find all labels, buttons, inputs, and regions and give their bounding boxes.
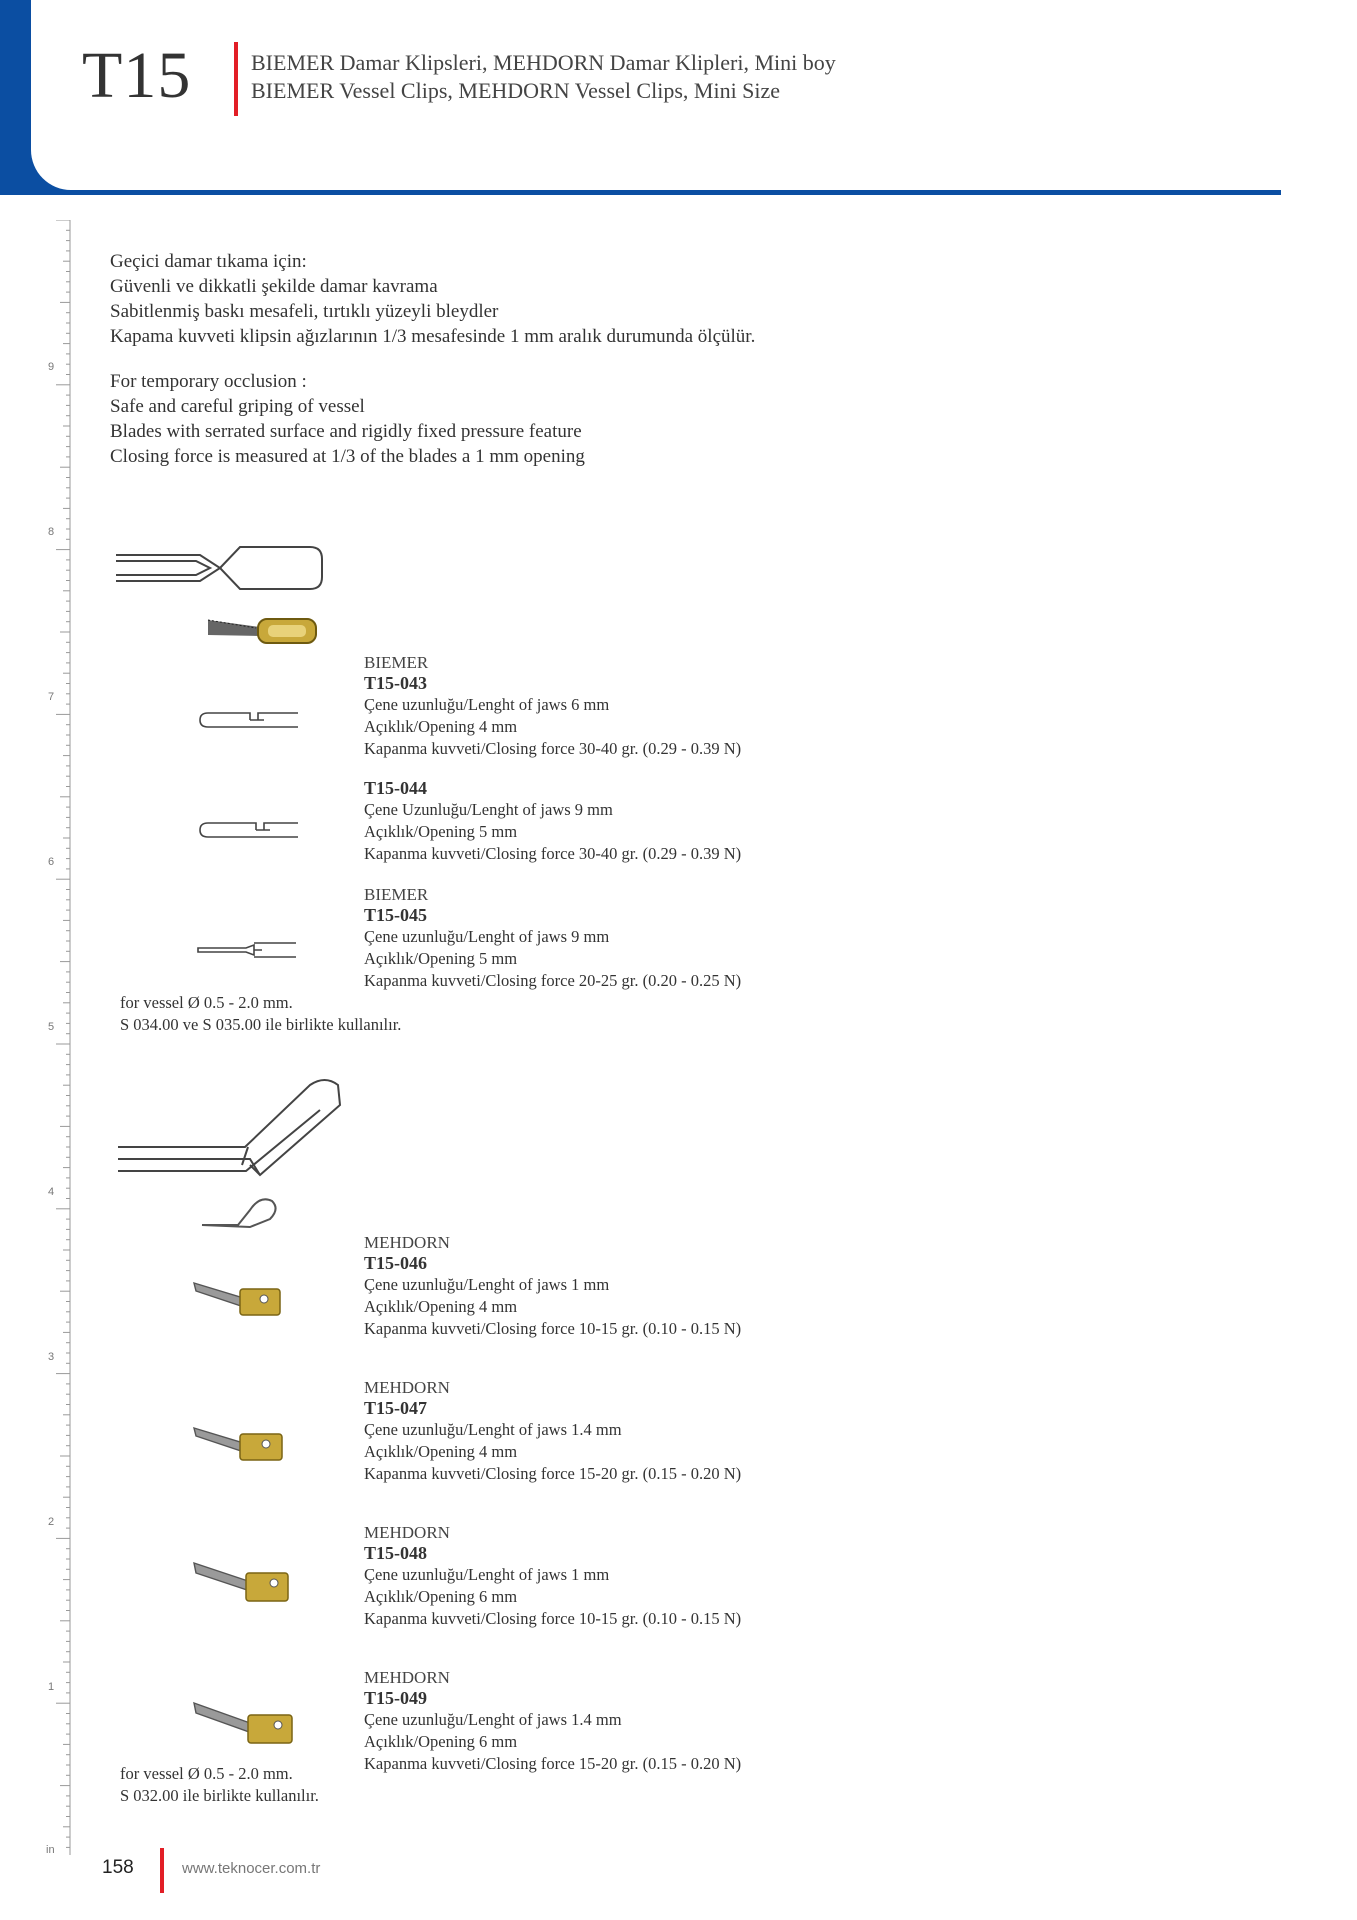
ruler-label: 6	[48, 856, 55, 868]
ruler-label: 7	[48, 691, 55, 703]
clip-t15-049-drawing	[190, 1695, 300, 1750]
page-title-en: BIEMER Vessel Clips, MEHDORN Vessel Clips, Mini Size	[251, 78, 781, 103]
product-code: T15-047	[364, 1398, 427, 1418]
biemer-clip-illustration	[110, 535, 335, 655]
product-t15-047	[364, 1378, 741, 1485]
product-force: Kapanma kuvveti/Closing force 15-20 gr. (0.15 - 0.20 N)	[364, 1754, 742, 1773]
page-number: 158	[102, 1857, 134, 1878]
ruler-label: 3	[48, 1351, 55, 1363]
intro-line: Sabitlenmiş baskı mesafeli, tırtıklı yüzeyli bleydler	[110, 301, 499, 322]
note-line: for vessel Ø 0.5 - 2.0 mm.	[120, 1764, 293, 1783]
ruler-label: 2	[48, 1516, 55, 1528]
intro-tr	[110, 249, 755, 349]
product-code: T15-049	[364, 1688, 427, 1708]
note-line: S 034.00 ve S 035.00 ile birlikte kullanılır.	[120, 1015, 402, 1034]
product-force: Kapanma kuvveti/Closing force 30-40 gr. (0.29 - 0.39 N)	[364, 844, 742, 863]
product-brand: BIEMER	[364, 653, 429, 672]
page-title-tr: BIEMER Damar Klipsleri, MEHDORN Damar Klipleri, Mini boy	[251, 50, 836, 75]
product-jaws: Çene uzunluğu/Lenght of jaws 9 mm	[364, 927, 610, 946]
website-link[interactable]: www.teknocer.com.tr	[182, 1860, 321, 1877]
header-red-separator	[234, 42, 238, 116]
product-brand: MEHDORN	[364, 1378, 450, 1397]
ruler-label: 9	[48, 361, 55, 373]
intro-line: Güvenli ve dikkatli şekilde damar kavrama	[110, 276, 438, 297]
product-brand: MEHDORN	[364, 1233, 450, 1252]
product-opening: Açıklık/Opening 4 mm	[364, 717, 518, 736]
clip-t15-046-drawing	[190, 1275, 290, 1325]
clip-t15-047-drawing	[190, 1420, 290, 1470]
note-line: for vessel Ø 0.5 - 2.0 mm.	[120, 993, 293, 1012]
product-brand: BIEMER	[364, 885, 429, 904]
clip-t15-043-drawing	[198, 705, 303, 735]
product-code: T15-043	[364, 673, 427, 693]
product-code: T15-045	[364, 905, 427, 925]
product-t15-049	[364, 1668, 741, 1775]
header-blue-line	[31, 190, 1281, 195]
product-opening: Açıklık/Opening 6 mm	[364, 1732, 518, 1751]
product-force: Kapanma kuvveti/Closing force 30-40 gr. (0.29 - 0.39 N)	[364, 739, 742, 758]
intro-line: Safe and careful griping of vessel	[110, 396, 365, 417]
mehdorn-clip-illustration	[110, 1075, 350, 1235]
intro-en	[110, 369, 585, 469]
product-t15-046	[364, 1233, 741, 1340]
intro-line: Kapama kuvveti klipsin ağızlarının 1/3 mesafesinde 1 mm aralık durumunda ölçülür.	[110, 326, 756, 347]
intro-line: Closing force is measured at 1/3 of the blades a 1 mm opening	[110, 446, 585, 467]
ruler-label: 8	[48, 526, 55, 538]
product-t15-044	[364, 778, 741, 865]
product-code: T15-044	[364, 778, 427, 798]
product-opening: Açıklık/Opening 5 mm	[364, 822, 518, 841]
biemer-note	[120, 992, 401, 1036]
ruler-label: 1	[48, 1681, 55, 1693]
product-jaws: Çene uzunluğu/Lenght of jaws 6 mm	[364, 695, 610, 714]
product-opening: Açıklık/Opening 4 mm	[364, 1442, 518, 1461]
section-code: T15	[82, 39, 192, 112]
product-jaws: Çene Uzunluğu/Lenght of jaws 9 mm	[364, 800, 613, 819]
mehdorn-note	[120, 1763, 319, 1807]
product-force: Kapanma kuvveti/Closing force 10-15 gr. (0.10 - 0.15 N)	[364, 1319, 742, 1338]
clip-t15-044-drawing	[198, 815, 303, 845]
product-opening: Açıklık/Opening 4 mm	[364, 1297, 518, 1316]
ruler-label: 4	[48, 1186, 55, 1198]
product-t15-045	[364, 885, 741, 992]
product-t15-048	[364, 1523, 741, 1630]
product-jaws: Çene uzunluğu/Lenght of jaws 1 mm	[364, 1275, 610, 1294]
inch-ruler	[42, 220, 72, 1855]
clip-t15-048-drawing	[190, 1555, 300, 1610]
note-line: S 032.00 ile birlikte kullanılır.	[120, 1786, 319, 1805]
product-brand: MEHDORN	[364, 1668, 450, 1687]
product-t15-043	[364, 653, 741, 760]
ruler-label: in	[46, 1844, 55, 1855]
product-force: Kapanma kuvveti/Closing force 15-20 gr. (0.15 - 0.20 N)	[364, 1464, 742, 1483]
product-code: T15-048	[364, 1543, 427, 1563]
intro-line: Geçici damar tıkama için:	[110, 251, 307, 272]
product-opening: Açıklık/Opening 6 mm	[364, 1587, 518, 1606]
product-force: Kapanma kuvveti/Closing force 10-15 gr. (0.10 - 0.15 N)	[364, 1609, 742, 1628]
product-brand: MEHDORN	[364, 1523, 450, 1542]
ruler-label: 5	[48, 1021, 55, 1033]
product-jaws: Çene uzunluğu/Lenght of jaws 1 mm	[364, 1565, 610, 1584]
intro-line: Blades with serrated surface and rigidly fixed pressure feature	[110, 421, 582, 442]
product-jaws: Çene uzunluğu/Lenght of jaws 1.4 mm	[364, 1710, 622, 1729]
product-opening: Açıklık/Opening 5 mm	[364, 949, 518, 968]
product-code: T15-046	[364, 1253, 427, 1273]
product-force: Kapanma kuvveti/Closing force 20-25 gr. (0.20 - 0.25 N)	[364, 971, 742, 990]
footer-red-separator	[160, 1848, 164, 1893]
product-jaws: Çene uzunluğu/Lenght of jaws 1.4 mm	[364, 1420, 622, 1439]
intro-line: For temporary occlusion :	[110, 371, 307, 392]
clip-t15-045-drawing	[196, 935, 301, 965]
